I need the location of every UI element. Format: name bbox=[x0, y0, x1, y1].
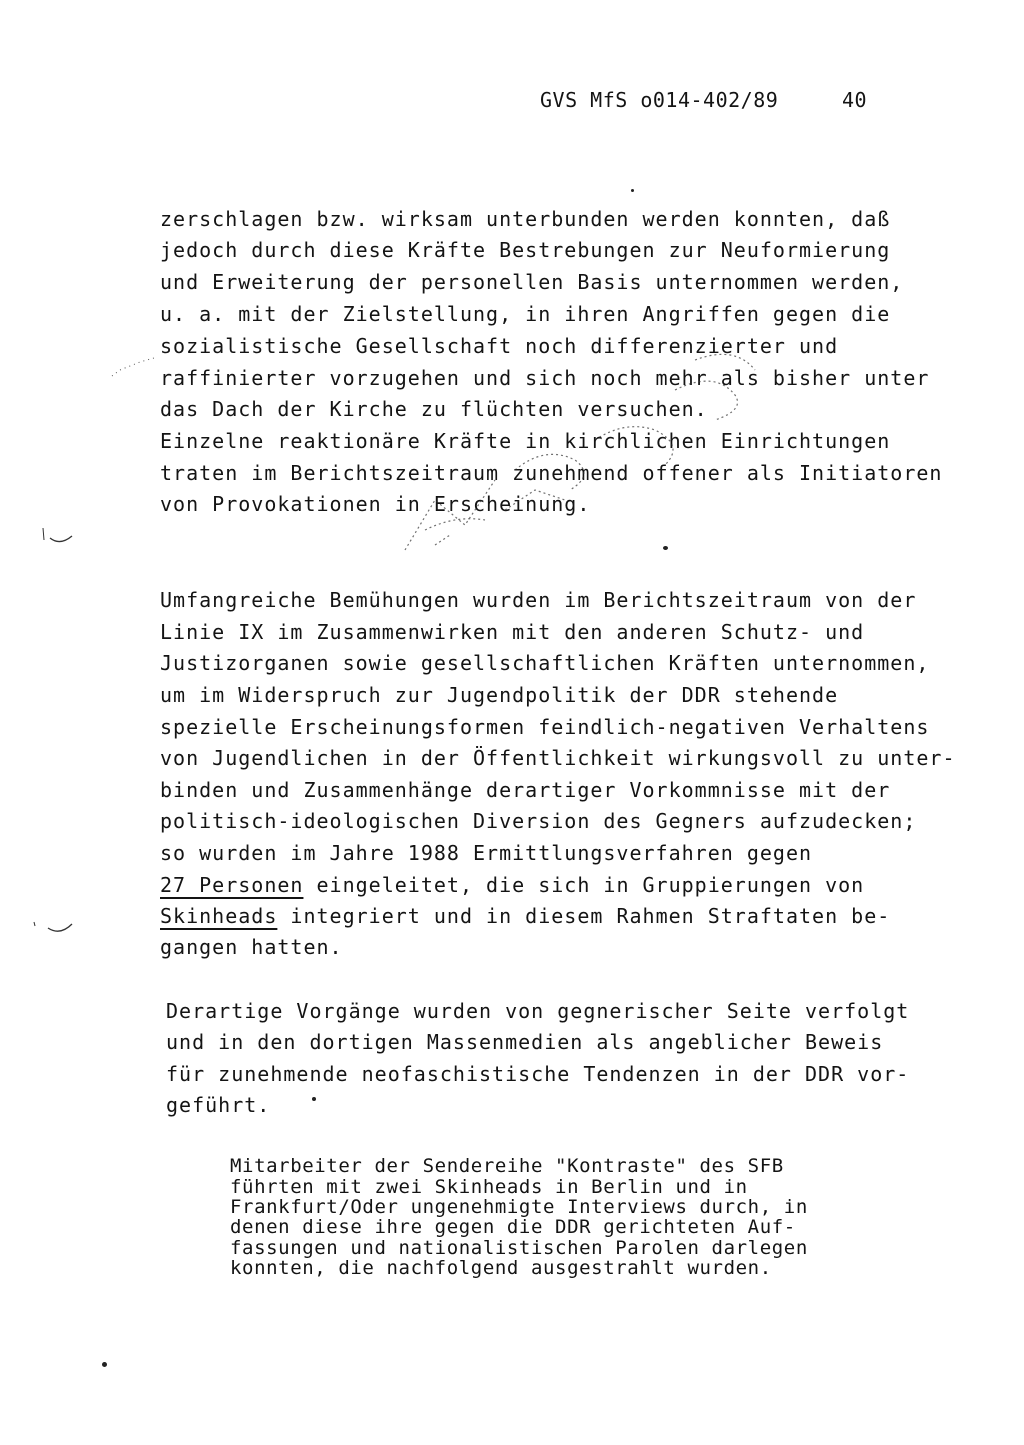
text-line: führten mit zwei Skinheads in Berlin und in bbox=[230, 1176, 748, 1198]
text-line: Frankfurt/Oder ungenehmigte Interviews durch, in bbox=[230, 1196, 808, 1218]
text-line: geführt. bbox=[166, 1093, 271, 1117]
text-line: um im Widerspruch zur Jugendpolitik der DDR stehende bbox=[160, 683, 839, 707]
speck bbox=[102, 1362, 107, 1367]
text-line: politisch-ideologischen Diversion des Gegners aufzudecken; bbox=[160, 809, 917, 833]
page-number: 40 bbox=[842, 88, 868, 112]
text-line: Derartige Vorgänge wurden von gegnerischer Seite verfolgt bbox=[166, 999, 910, 1023]
text-line: von Provokationen in Erscheinung. bbox=[160, 492, 591, 516]
text-line: Einzelne reaktionäre Kräfte in kirchlichen Einrichtungen bbox=[160, 429, 891, 453]
text-line: Umfangreiche Bemühungen wurden im Berichtszeitraum von der bbox=[160, 588, 917, 612]
text-line: Mitarbeiter der Sendereihe "Kontraste" des SFB bbox=[230, 1155, 784, 1177]
document-reference: GVS MfS o014-402/89 bbox=[540, 88, 779, 112]
text-line: denen diese ihre gegen die DDR gerichteten Auf- bbox=[230, 1216, 796, 1238]
text-line: sozialistische Gesellschaft noch differenzierter und bbox=[160, 334, 839, 358]
margin-dots bbox=[110, 340, 160, 380]
text-line: das Dach der Kirche zu flüchten versuchen. bbox=[160, 397, 708, 421]
text-line: binden und Zusammenhänge derartiger Vorkommnisse mit der bbox=[160, 778, 891, 802]
margin-mark bbox=[30, 912, 76, 938]
speck bbox=[312, 1097, 316, 1101]
text-line bbox=[160, 903, 890, 929]
speck bbox=[631, 189, 634, 192]
text-line: spezielle Erscheinungsformen feindlich-negativen Verhaltens bbox=[160, 715, 930, 739]
text-line: fassungen und nationalistischen Parolen darlegen bbox=[230, 1237, 808, 1259]
speck bbox=[663, 546, 668, 550]
text-line: und in den dortigen Massenmedien als angeblicher Beweis bbox=[166, 1030, 884, 1054]
underlined-skinheads: Skinheads bbox=[160, 904, 278, 928]
text-line bbox=[160, 872, 864, 898]
text-line: u. a. mit der Zielstellung, in ihren Angriffen gegen die bbox=[160, 302, 891, 326]
text-line: konnten, die nachfolgend ausgestrahlt wurden. bbox=[230, 1257, 772, 1279]
text-line: und Erweiterung der personellen Basis unternommen werden, bbox=[160, 270, 904, 294]
text-fragment: integriert und in diesem Rahmen Straftaten be- bbox=[277, 904, 891, 928]
text-line: von Jugendlichen in der Öffentlichkeit wirkungsvoll zu unter- bbox=[160, 746, 956, 770]
text-line: traten im Berichtszeitraum zunehmend offener als Initiatoren bbox=[160, 461, 943, 485]
text-line: raffinierter vorzugehen und sich noch mehr als bisher unter bbox=[160, 366, 930, 390]
text-line: Justizorganen sowie gesellschaftlichen Kräften unternommen, bbox=[160, 651, 930, 675]
text-fragment: eingeleitet, die sich in Gruppierungen von bbox=[303, 873, 865, 897]
text-line: für zunehmende neofaschistische Tendenzen in der DDR vor- bbox=[166, 1062, 910, 1086]
text-line: Linie IX im Zusammenwirken mit den anderen Schutz- und bbox=[160, 620, 865, 644]
text-line: zerschlagen bzw. wirksam unterbunden werden konnten, daß bbox=[160, 207, 891, 231]
page-header bbox=[540, 88, 900, 184]
underlined-persons: 27 Personen bbox=[160, 873, 304, 897]
margin-mark bbox=[38, 520, 78, 550]
text-line: so wurden im Jahre 1988 Ermittlungsverfahren gegen bbox=[160, 841, 813, 865]
text-line: gangen hatten. bbox=[160, 935, 343, 959]
text-line: jedoch durch diese Kräfte Bestrebungen zur Neuformierung bbox=[160, 238, 891, 262]
